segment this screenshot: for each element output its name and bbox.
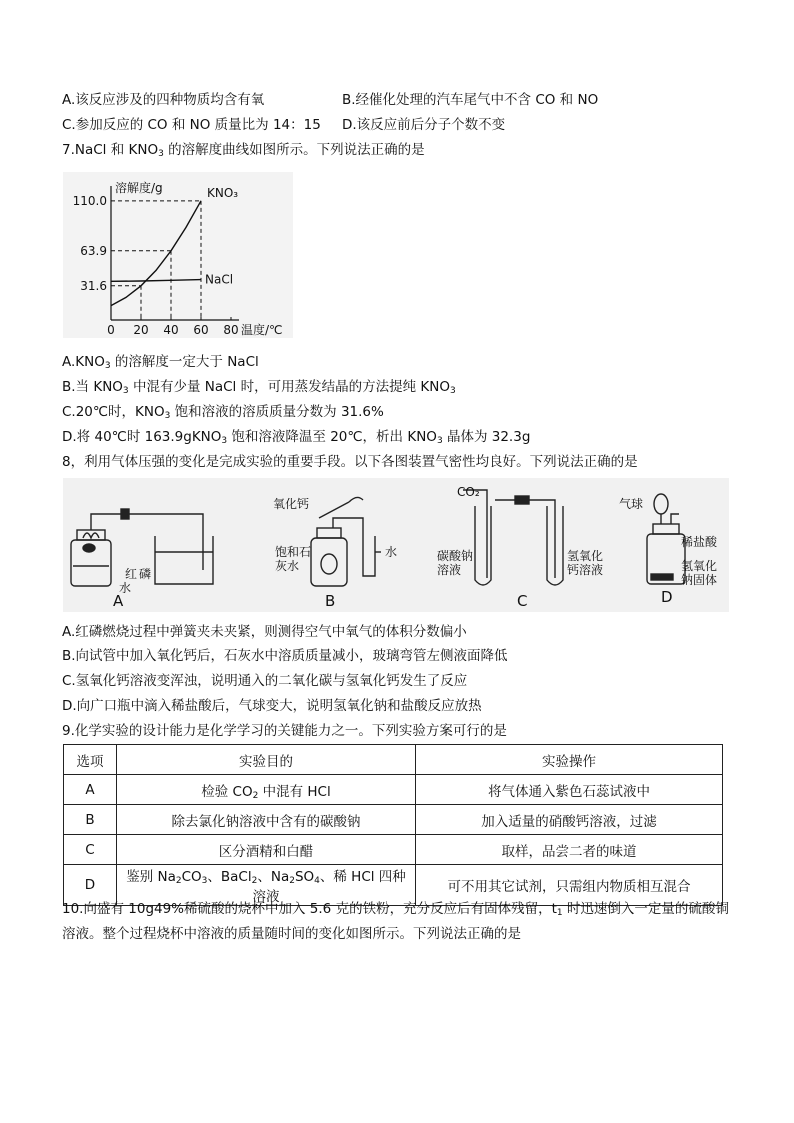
q10-text-2: 时迅速倒入一定量的硫酸铜 <box>562 901 729 917</box>
q7-option-c <box>62 402 384 422</box>
aim-sub-5: 4 <box>314 876 320 886</box>
x-tick-label: 0 <box>107 323 115 337</box>
q7-option-b-text: B.当 KNO <box>62 379 123 395</box>
apparatus-b-label-1: 氧化钙 <box>273 497 310 511</box>
apparatus-b-caption: B <box>325 592 336 610</box>
apparatus-a-label-3: 水 <box>119 581 132 595</box>
table-row <box>64 835 723 865</box>
q10-line-2: 溶液。整个过程烧杯中溶液的质量随时间的变化如图所示。下列说法正确的是 <box>62 926 521 942</box>
aim-text-2: CO <box>181 869 202 885</box>
q6-option-c: C.参加反应的 CO 和 NO 质量比为 14：15 <box>62 117 321 133</box>
aim-text-6: 、稀 HCl 四种溶液 <box>252 869 406 905</box>
aim-text-2: 中混有 HCl <box>258 783 331 800</box>
aim-sub: 2 <box>252 790 259 801</box>
apparatus-a-caption: A <box>113 592 124 610</box>
table-cell-option: B <box>64 805 117 835</box>
q7-option-d-sub: 3 <box>221 436 228 446</box>
aim-text: 鉴别 Na <box>126 869 176 885</box>
apparatus-d-caption: D <box>661 588 673 606</box>
aim-sub-2: 3 <box>201 876 208 886</box>
aim-text-3: 、BaCl <box>207 869 252 885</box>
apparatus-b-label-3: 灰水 <box>275 559 300 573</box>
q7-option-b <box>62 377 456 397</box>
q7-option-d-text: D.将 40℃时 163.9gKNO <box>62 429 222 445</box>
apparatus-a-clamp <box>121 509 129 519</box>
q6-option-d: D.该反应前后分子个数不变 <box>342 117 506 133</box>
q8-stem: 8，利用气体压强的变化是完成实验的重要手段。以下各图装置气密性均良好。下列说法正确的是 <box>62 454 638 470</box>
q8-option-a: A.红磷燃烧过程中弹簧夹未夹紧，则测得空气中氧气的体积分数偏小 <box>62 624 467 640</box>
q8-apparatus-figure <box>63 478 729 612</box>
x-tick-label: 80 <box>223 323 239 337</box>
table-cell-aim: 除去氯化钠溶液中含有的碳酸钠 <box>117 805 416 835</box>
q7-stem <box>62 140 425 160</box>
table-cell-operation: 取样，品尝二者的味道 <box>416 835 723 865</box>
table-cell-option: C <box>64 835 117 865</box>
q7-option-b-sub-2: 3 <box>449 386 456 396</box>
q10-text: 10.向盛有 10g49%稀硫酸的烧杯中加入 5.6 克的铁粉，充分反应后有固体残留，t <box>62 901 557 917</box>
aim-sub: 2 <box>175 876 182 886</box>
q7-stem-text: 7.NaCl 和 KNO <box>62 142 159 158</box>
aim-text-5: SO <box>294 869 315 885</box>
y-axis-label: 溶解度/g <box>115 181 163 195</box>
q7-option-d-text-3: 晶体为 32.3g <box>442 429 531 445</box>
y-tick-label: 63.9 <box>80 243 107 258</box>
apparatus-c-label-2: 碳酸钠 <box>437 549 474 563</box>
table-header-aim: 实验目的 <box>117 745 416 775</box>
apparatus-d-label-4: 钠固体 <box>681 573 718 587</box>
q8-option-c: C.氢氧化钙溶液变浑浊，说明通入的二氧化碳与氢氧化钙发生了反应 <box>62 673 468 689</box>
x-tick-label: 40 <box>163 323 179 337</box>
apparatus-c-label-5: 钙溶液 <box>567 563 604 577</box>
apparatus-c-label-4: 氢氧化 <box>567 549 604 563</box>
apparatus-c-label-1: CO₂ <box>457 485 480 499</box>
apparatus-c-caption: C <box>517 592 528 610</box>
table-cell-option: D <box>64 865 117 906</box>
table-cell-aim <box>117 775 416 805</box>
series-label-kno3: KNO₃ <box>207 185 239 200</box>
apparatus-b-label-4: 水 <box>385 545 398 559</box>
q7-option-a-text: A.KNO <box>62 354 105 370</box>
apparatus-d-solid <box>651 574 673 580</box>
apparatus-a-spoon <box>83 544 95 552</box>
q7-option-b-sub: 3 <box>122 386 129 396</box>
table-row <box>64 775 723 805</box>
table-cell-aim: 区分酒精和白醋 <box>117 835 416 865</box>
aim-sub-3: 2 <box>251 876 258 886</box>
series-label-nacl: NaCl <box>205 272 234 287</box>
x-tick-label: 20 <box>133 323 149 337</box>
q7-stem-sub: 3 <box>158 149 164 159</box>
table-cell-operation: 加入适量的硝酸钙溶液，过滤 <box>416 805 723 835</box>
q7-option-a-text-2: 的溶解度一定大于 NaCl <box>110 354 259 370</box>
q8-option-b: B.向试管中加入氧化钙后，石灰水中溶质质量减小，玻璃弯管左侧液面降低 <box>62 648 508 664</box>
q7-option-c-text-2: 饱和溶液的溶质质量分数为 31.6% <box>170 404 384 420</box>
aim-text-4: 、Na <box>257 869 290 885</box>
q9-stem: 9.化学实验的设计能力是化学学习的关键能力之一。下列实验方案可行的是 <box>62 723 507 739</box>
apparatus-c-clamp <box>515 496 529 504</box>
table-header-row <box>64 745 723 775</box>
q9-table <box>63 744 723 906</box>
q7-option-d-text-2: 饱和溶液降温至 20℃，析出 KNO <box>227 429 437 445</box>
q7-option-d <box>62 427 530 447</box>
aim-text: 检验 CO <box>201 783 253 800</box>
x-tick-label: 60 <box>193 323 209 337</box>
q7-option-c-text: C.20℃时，KNO <box>62 404 165 420</box>
q7-option-a-sub: 3 <box>104 361 111 371</box>
apparatus-d-label-2: 稀盐酸 <box>681 535 718 549</box>
apparatus-a-label-2: 磷 <box>139 567 152 581</box>
q7-option-c-sub: 3 <box>164 411 171 421</box>
apparatus-b-label-2: 饱和石 <box>275 545 312 559</box>
apparatus-d-label-3: 氢氧化 <box>681 559 718 573</box>
table-cell-operation: 将气体通入紫色石蕊试液中 <box>416 775 723 805</box>
table-header-option: 选项 <box>64 745 117 775</box>
apparatus-a-label-1: 红 <box>125 567 138 581</box>
apparatus-c-label-3: 溶液 <box>437 563 462 577</box>
table-cell-option: A <box>64 775 117 805</box>
solubility-chart <box>63 172 293 338</box>
y-tick-label: 31.6 <box>80 278 107 293</box>
x-axis-label: 温度/℃ <box>241 323 283 337</box>
table-row <box>64 805 723 835</box>
table-header-operation: 实验操作 <box>416 745 723 775</box>
apparatus-d-label-1: 气球 <box>619 497 644 511</box>
q6-option-a: A.该反应涉及的四种物质均含有氧 <box>62 92 265 108</box>
q10-sub: 1 <box>556 908 563 918</box>
q7-option-b-text-2: 中混有少量 NaCl 时，可用蒸发结晶的方法提纯 KNO <box>128 379 450 395</box>
q8-option-d: D.向广口瓶中滴入稀盐酸后，气球变大，说明氢氧化钠和盐酸反应放热 <box>62 698 482 714</box>
y-tick-label: 110.0 <box>72 193 107 208</box>
q7-stem-text-2: 的溶解度曲线如图所示。下列说法正确的是 <box>163 142 425 158</box>
aim-sub-4: 2 <box>289 876 295 886</box>
table-cell-operation: 可不用其它试剂，只需组内物质相互混合 <box>416 865 723 906</box>
q10-line-1 <box>62 899 729 919</box>
q7-option-d-sub-2: 3 <box>436 436 443 446</box>
q6-option-b: B.经催化处理的汽车尾气中不含 CO 和 NO <box>342 92 599 108</box>
q7-option-a <box>62 352 259 372</box>
